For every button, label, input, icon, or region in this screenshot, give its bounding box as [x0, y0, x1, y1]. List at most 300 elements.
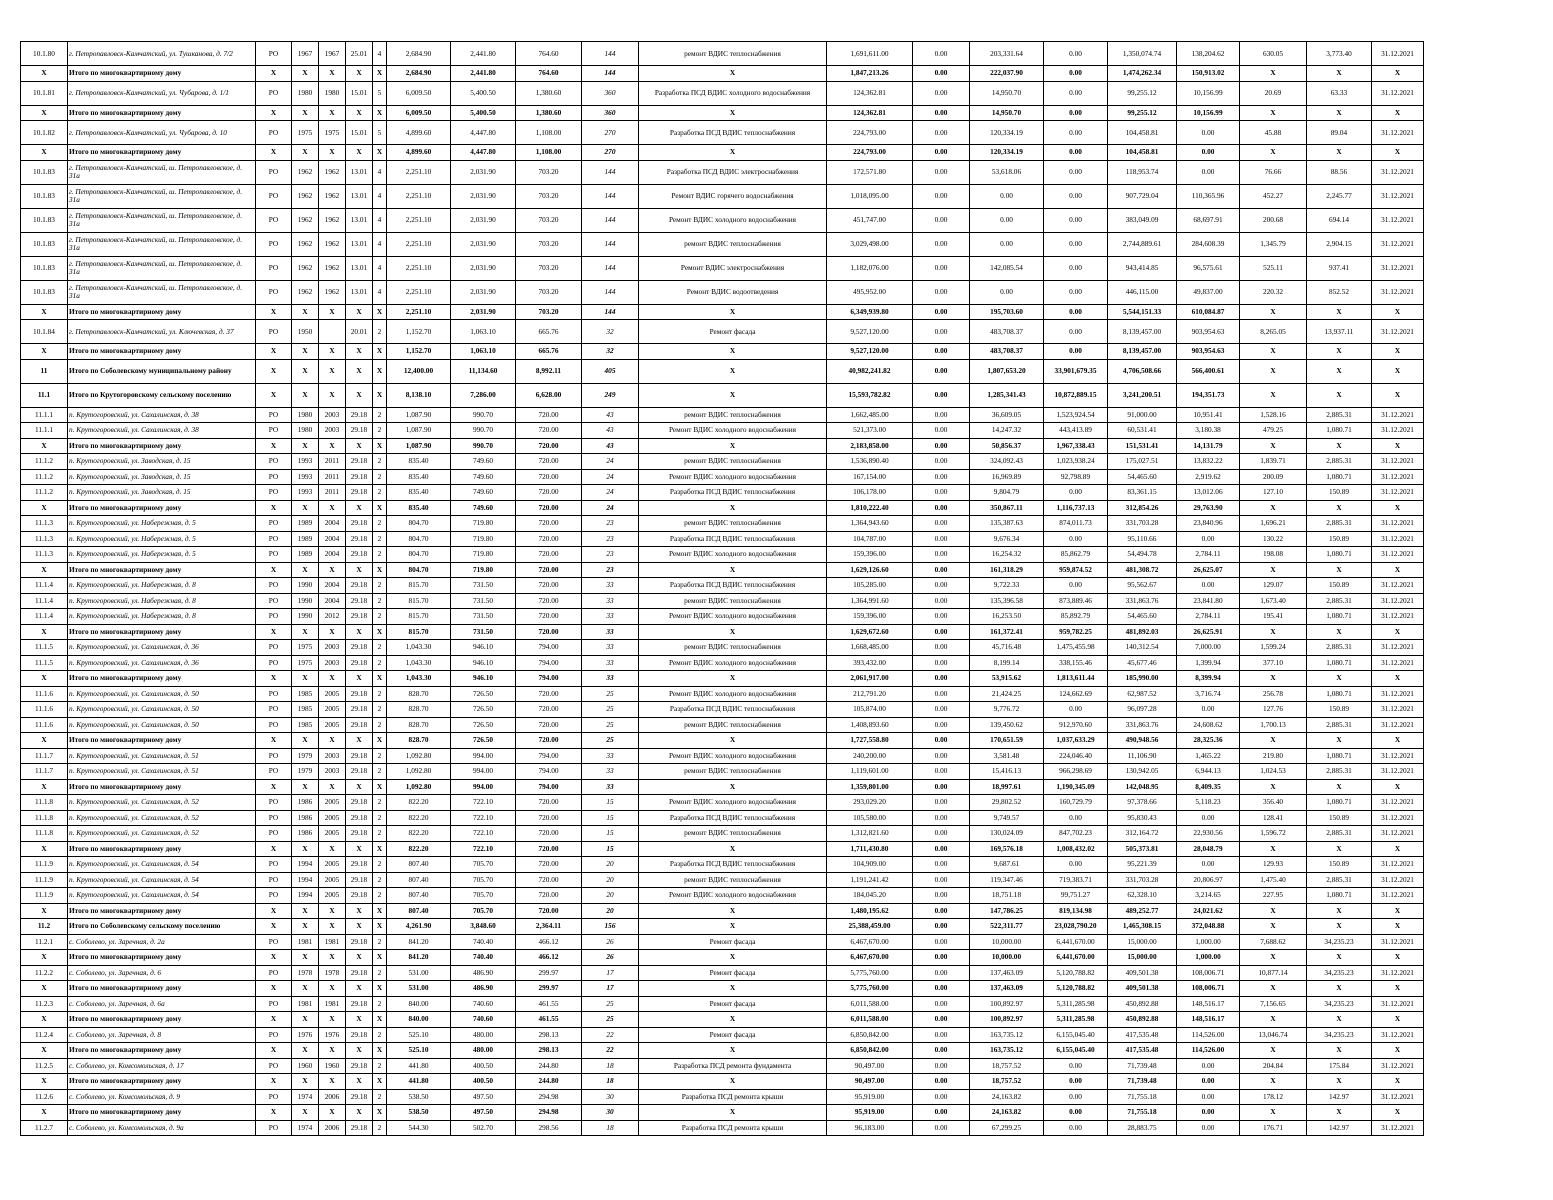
table-cell: ремонт ВДИС теплоснабжения	[639, 42, 827, 66]
table-cell: 11.1.7	[21, 764, 68, 780]
table-cell: X	[373, 1105, 387, 1121]
table-cell: X	[373, 66, 387, 82]
table-cell: 525.10	[387, 1027, 451, 1043]
table-cell: 522,311.77	[970, 919, 1044, 935]
table-cell: 2	[373, 454, 387, 470]
table-cell: РО	[256, 320, 292, 344]
table-cell: 1986	[292, 810, 319, 826]
table-cell: 794.00	[516, 748, 582, 764]
table-cell: 45,677.46	[1108, 655, 1177, 671]
table-cell: 142.97	[1307, 1120, 1372, 1136]
table-cell: X	[346, 981, 373, 997]
table-cell: X	[21, 981, 68, 997]
table-cell: 2,031.90	[451, 256, 516, 280]
table-cell: X	[639, 624, 827, 640]
table-row	[21, 184, 1424, 208]
table-cell: 298.56	[516, 1120, 582, 1136]
table-cell: 194,351.73	[1177, 383, 1240, 407]
table-cell: 2012	[319, 609, 346, 625]
table-cell: 2006	[319, 1089, 346, 1105]
table-cell: 31.12.2021	[1372, 764, 1424, 780]
table-row	[21, 407, 1424, 423]
table-cell: 2	[373, 717, 387, 733]
table-cell: 907,729.04	[1108, 184, 1177, 208]
table-cell: X	[1240, 1043, 1307, 1059]
table-cell: 1,810,222.40	[827, 500, 913, 516]
table-cell: 25	[582, 686, 639, 702]
table-cell: 450,892.88	[1108, 996, 1177, 1012]
table-cell: 828.70	[387, 702, 451, 718]
table-cell: 5,400.50	[451, 81, 516, 105]
table-cell: 20	[582, 857, 639, 873]
table-cell: 170,651.59	[970, 733, 1044, 749]
table-cell: X	[639, 981, 827, 997]
table-cell: X	[292, 733, 319, 749]
table-row	[21, 485, 1424, 501]
table-cell: X	[1240, 733, 1307, 749]
table-cell: 5,118.23	[1177, 795, 1240, 811]
table-cell: 0.00	[913, 81, 970, 105]
table-cell: 703.20	[516, 304, 582, 320]
table-cell: 294.98	[516, 1089, 582, 1105]
table-cell: 0.00	[1044, 121, 1108, 145]
table-cell: 0.00	[913, 1089, 970, 1105]
table-cell: X	[292, 145, 319, 161]
table-cell: 31.12.2021	[1372, 469, 1424, 485]
table-cell: 1,364,991.60	[827, 593, 913, 609]
table-cell: 31.12.2021	[1372, 686, 1424, 702]
table-cell: 0.00	[913, 516, 970, 532]
table-cell: 294.98	[516, 1105, 582, 1121]
table-cell: 740.60	[451, 1012, 516, 1028]
table-cell: X	[346, 562, 373, 578]
table-cell: г. Петропавловск-Камчатский, ш. Петропавловское, д. 31а	[68, 280, 256, 304]
table-cell: X	[256, 145, 292, 161]
table-cell: 1,087.90	[387, 423, 451, 439]
table-cell: X	[346, 438, 373, 454]
table-cell: X	[292, 304, 319, 320]
table-cell: 13.01	[346, 232, 373, 256]
table-cell: 720.00	[516, 733, 582, 749]
table-row	[21, 1120, 1424, 1136]
table-cell: X	[256, 1012, 292, 1028]
table-cell: 1986	[292, 826, 319, 842]
table-cell: 2011	[319, 469, 346, 485]
table-cell: 0.00	[1044, 344, 1108, 360]
table-cell: 1,152.70	[387, 344, 451, 360]
table-cell: 3,180.38	[1177, 423, 1240, 439]
total-row	[21, 562, 1424, 578]
table-cell: 483,708.37	[970, 344, 1044, 360]
table-cell: X	[1240, 981, 1307, 997]
table-cell: 76.66	[1240, 160, 1307, 184]
table-cell: X	[1372, 344, 1424, 360]
table-cell: 0.00	[1177, 1105, 1240, 1121]
table-cell: 0.00	[1044, 702, 1108, 718]
table-cell: 1975	[319, 121, 346, 145]
table-cell: 2	[373, 609, 387, 625]
table-cell: п. Крутогоровский, ул. Сахалинская, д. 54	[68, 857, 256, 873]
table-cell: 1,018,095.00	[827, 184, 913, 208]
table-cell: 195.41	[1240, 609, 1307, 625]
table-cell: X	[1372, 145, 1424, 161]
table-cell: п. Крутогоровский, ул. Сахалинская, д. 52	[68, 826, 256, 842]
table-cell: X	[639, 304, 827, 320]
table-cell: 610,084.87	[1177, 304, 1240, 320]
table-cell: 0.00	[913, 184, 970, 208]
table-cell: 2	[373, 640, 387, 656]
table-cell: Разработка ПСД ВДИС теплоснабжения	[639, 531, 827, 547]
table-cell: 409,501.38	[1108, 965, 1177, 981]
table-cell: 912,970.60	[1044, 717, 1108, 733]
total-row	[21, 671, 1424, 687]
table-cell: 1,668,485.00	[827, 640, 913, 656]
table-cell: 20	[582, 872, 639, 888]
table-cell: X	[1372, 562, 1424, 578]
table-cell: г. Петропавловск-Камчатский, ш. Петропавловское, д. 31а	[68, 160, 256, 184]
table-row	[21, 965, 1424, 981]
total-row	[21, 841, 1424, 857]
table-cell: 497.50	[451, 1089, 516, 1105]
table-cell: РО	[256, 531, 292, 547]
table-cell: п. Крутогоровский, ул. Сахалинская, д. 36	[68, 655, 256, 671]
table-cell: 1967	[319, 42, 346, 66]
table-cell: п. Крутогоровский, ул. Сахалинская, д. 51	[68, 764, 256, 780]
table-row	[21, 996, 1424, 1012]
table-cell: X	[346, 66, 373, 82]
table-cell: 0.00	[913, 609, 970, 625]
table-cell: 130,942.05	[1108, 764, 1177, 780]
table-cell: 31.12.2021	[1372, 748, 1424, 764]
table-cell: X	[1307, 562, 1372, 578]
table-cell: 62,987.52	[1108, 686, 1177, 702]
table-cell: 256.78	[1240, 686, 1307, 702]
table-cell: 841.20	[387, 934, 451, 950]
table-cell: 0.00	[1177, 1074, 1240, 1090]
table-cell: X	[256, 500, 292, 516]
table-cell: 85,862.79	[1044, 547, 1108, 563]
table-cell: 4	[373, 160, 387, 184]
table-cell: 1,043.30	[387, 655, 451, 671]
table-cell: п. Крутогоровский, ул. Сахалинская, д. 52	[68, 795, 256, 811]
table-cell: 29.18	[346, 578, 373, 594]
table-cell: 105,874.00	[827, 702, 913, 718]
table-cell: 852.52	[1307, 280, 1372, 304]
table-cell: 24	[582, 500, 639, 516]
table-cell: 2004	[319, 516, 346, 532]
table-cell: 1962	[319, 160, 346, 184]
table-cell	[319, 320, 346, 344]
table-cell: 1,087.90	[387, 407, 451, 423]
table-cell: 804.70	[387, 562, 451, 578]
table-cell: 1975	[292, 655, 319, 671]
table-cell: 1,629,672.60	[827, 624, 913, 640]
table-cell: X	[256, 438, 292, 454]
table-cell: 1980	[319, 81, 346, 105]
table-cell: 11.1.5	[21, 655, 68, 671]
table-cell: 29.18	[346, 872, 373, 888]
table-cell: 731.50	[451, 593, 516, 609]
table-cell: 0.00	[1044, 208, 1108, 232]
table-cell: 104,909.00	[827, 857, 913, 873]
table-cell: 531.00	[387, 981, 451, 997]
table-cell: X	[292, 1105, 319, 1121]
table-cell: Разработка ПСД ВДИС теплоснабжения	[639, 702, 827, 718]
table-cell: 11.2.6	[21, 1089, 68, 1105]
table-cell: 722.10	[451, 841, 516, 857]
table-cell: 21,424.25	[970, 686, 1044, 702]
table-cell: 124,362.81	[827, 105, 913, 121]
table-cell: X	[1240, 1012, 1307, 1028]
table-cell: 159,396.00	[827, 609, 913, 625]
table-cell: 8,409.35	[1177, 779, 1240, 795]
table-cell: 30	[582, 1089, 639, 1105]
table-cell: X	[1307, 950, 1372, 966]
table-cell: 96,097.28	[1108, 702, 1177, 718]
table-cell: 331,863.76	[1108, 717, 1177, 733]
table-cell: 18,751.18	[970, 888, 1044, 904]
table-cell: 33	[582, 748, 639, 764]
table-cell: 393,432.00	[827, 655, 913, 671]
table-cell: X	[292, 919, 319, 935]
table-cell: 31.12.2021	[1372, 531, 1424, 547]
table-cell: 0.00	[913, 578, 970, 594]
table-cell: 0.00	[913, 593, 970, 609]
table-cell: 195,703.60	[970, 304, 1044, 320]
table-cell: X	[373, 500, 387, 516]
table-cell: 5,120,788.82	[1044, 981, 1108, 997]
table-cell: 13,046.74	[1240, 1027, 1307, 1043]
table-cell: Итого по многоквартирному дому	[68, 981, 256, 997]
table-cell: X	[346, 733, 373, 749]
table-cell: 31.12.2021	[1372, 454, 1424, 470]
table-cell: 24,163.82	[970, 1089, 1044, 1105]
table-cell: 14,950.70	[970, 105, 1044, 121]
table-cell: 11.1.4	[21, 609, 68, 625]
table-cell: X	[639, 1012, 827, 1028]
table-cell: 29.18	[346, 547, 373, 563]
table-cell: 33	[582, 593, 639, 609]
table-cell: X	[21, 903, 68, 919]
table-cell: 1980	[292, 407, 319, 423]
table-cell: 11	[21, 359, 68, 383]
table-cell: 31.12.2021	[1372, 184, 1424, 208]
table-cell: X	[319, 1043, 346, 1059]
table-cell: 45.88	[1240, 121, 1307, 145]
table-cell: 89.04	[1307, 121, 1372, 145]
table-cell: 0.00	[913, 121, 970, 145]
table-cell: 150.89	[1307, 531, 1372, 547]
table-cell: 443,413.89	[1044, 423, 1108, 439]
table-cell: X	[639, 733, 827, 749]
table-cell: X	[1372, 1074, 1424, 1090]
table-cell: 0.00	[913, 919, 970, 935]
table-cell: Итого по многоквартирному дому	[68, 500, 256, 516]
table-cell: 25	[582, 733, 639, 749]
table-cell: X	[292, 624, 319, 640]
table-cell: 1,087.90	[387, 438, 451, 454]
table-cell: X	[256, 1105, 292, 1121]
table-cell: X	[346, 671, 373, 687]
table-cell: 88.56	[1307, 160, 1372, 184]
table-cell: 26,625.91	[1177, 624, 1240, 640]
table-cell: 1993	[292, 469, 319, 485]
table-cell: 224,793.00	[827, 121, 913, 145]
table-cell: 104,458.81	[1108, 121, 1177, 145]
table-cell: X	[1307, 344, 1372, 360]
table-cell: 29,802.52	[970, 795, 1044, 811]
table-cell: 441.80	[387, 1058, 451, 1074]
table-row	[21, 320, 1424, 344]
table-cell: 8,138.10	[387, 383, 451, 407]
table-cell: 6,441,670.00	[1044, 934, 1108, 950]
table-cell: 0.00	[913, 423, 970, 439]
table-cell: 11.2.3	[21, 996, 68, 1012]
table-cell: 119,347.46	[970, 872, 1044, 888]
table-cell: X	[292, 66, 319, 82]
table-cell: 33	[582, 779, 639, 795]
table-cell: 11.1.8	[21, 826, 68, 842]
table-cell: 0.00	[1044, 857, 1108, 873]
table-cell: 11.1.6	[21, 702, 68, 718]
table-cell: 2,031.90	[451, 280, 516, 304]
table-cell: X	[346, 145, 373, 161]
table-cell: 4	[373, 208, 387, 232]
table-cell: Ремонт ВДИС водоотведения	[639, 280, 827, 304]
table-cell: РО	[256, 795, 292, 811]
table-cell: Ремонт ВДИС холодного водоснабжения	[639, 655, 827, 671]
table-cell: 2	[373, 655, 387, 671]
table-cell: 6,011,588.00	[827, 996, 913, 1012]
table-cell: 0.00	[1044, 184, 1108, 208]
table-cell: 6,011,588.00	[827, 1012, 913, 1028]
table-cell: 1975	[292, 640, 319, 656]
table-cell: X	[292, 562, 319, 578]
table-cell: 1,629,126.60	[827, 562, 913, 578]
table-cell: 815.70	[387, 624, 451, 640]
table-cell: 124,662.69	[1044, 686, 1108, 702]
table-cell: 11.1.9	[21, 872, 68, 888]
table-cell: 705.70	[451, 888, 516, 904]
table-cell: 95,110.66	[1108, 531, 1177, 547]
table-row	[21, 640, 1424, 656]
table-cell: 11.1.3	[21, 547, 68, 563]
table-cell: 29.18	[346, 469, 373, 485]
table-cell: 828.70	[387, 686, 451, 702]
table-cell: X	[21, 304, 68, 320]
table-cell: 0.00	[1044, 145, 1108, 161]
table-cell: X	[256, 105, 292, 121]
table-cell: 2	[373, 593, 387, 609]
table-cell: X	[346, 950, 373, 966]
table-cell: X	[639, 903, 827, 919]
table-cell: 36,609.05	[970, 407, 1044, 423]
table-cell: 18,997.61	[970, 779, 1044, 795]
table-cell: 68,697.91	[1177, 208, 1240, 232]
table-cell: 29.18	[346, 888, 373, 904]
table-row	[21, 121, 1424, 145]
table-cell: 2,251.10	[387, 160, 451, 184]
table-cell: 2,441.80	[451, 66, 516, 82]
table-cell: 720.00	[516, 516, 582, 532]
table-cell: 144	[582, 280, 639, 304]
table-cell: 284,608.39	[1177, 232, 1240, 256]
table-cell: X	[319, 145, 346, 161]
table-cell: г. Петропавловск-Камчатский, ш. Петропавловское, д. 31а	[68, 208, 256, 232]
table-cell: 819,134.98	[1044, 903, 1108, 919]
table-cell: X	[21, 145, 68, 161]
table-cell: 5,400.50	[451, 105, 516, 121]
table-cell: п. Крутогоровский, ул. Сахалинская, д. 50	[68, 702, 256, 718]
table-cell: 719.80	[451, 547, 516, 563]
table-cell: 0.00	[913, 733, 970, 749]
table-cell: X	[1307, 733, 1372, 749]
table-cell: 0.00	[913, 1105, 970, 1121]
table-cell: 0.00	[1177, 1058, 1240, 1074]
table-cell: 0.00	[913, 66, 970, 82]
table-cell: 105,285.00	[827, 578, 913, 594]
table-cell: 1981	[319, 996, 346, 1012]
table-cell: 0.00	[1177, 857, 1240, 873]
table-cell: 2	[373, 934, 387, 950]
table-cell: 96,183.00	[827, 1120, 913, 1136]
table-cell: 0.00	[1044, 304, 1108, 320]
table-cell: 4,447.80	[451, 121, 516, 145]
table-cell: РО	[256, 872, 292, 888]
table-cell: 1,037,633.29	[1044, 733, 1108, 749]
table-cell: 731.50	[451, 609, 516, 625]
table-cell: 11.2.5	[21, 1058, 68, 1074]
table-cell: 22,930.56	[1177, 826, 1240, 842]
table-cell: 7,286.00	[451, 383, 516, 407]
table-row	[21, 1058, 1424, 1074]
table-cell: РО	[256, 609, 292, 625]
table-cell: 100,892.97	[970, 1012, 1044, 1028]
table-cell: 224,793.00	[827, 145, 913, 161]
table-cell: X	[373, 383, 387, 407]
table-cell: 60,531.41	[1108, 423, 1177, 439]
table-cell: 156	[582, 919, 639, 935]
table-cell: 720.00	[516, 423, 582, 439]
table-cell: 106,178.00	[827, 485, 913, 501]
table-cell: X	[1240, 950, 1307, 966]
table-cell: РО	[256, 184, 292, 208]
table-cell: 1962	[319, 208, 346, 232]
table-cell: 2,684.90	[387, 66, 451, 82]
table-cell: 53,618.06	[970, 160, 1044, 184]
table-cell: 1962	[292, 256, 319, 280]
table-cell: 1962	[292, 232, 319, 256]
table-cell: РО	[256, 407, 292, 423]
table-cell: 1,380.60	[516, 81, 582, 105]
table-cell: 270	[582, 145, 639, 161]
table-cell: 10.1.83	[21, 160, 68, 184]
table-cell: Разработка ПСД ВДИС холодного водоснабжения	[639, 81, 827, 105]
table-cell: 2,245.77	[1307, 184, 1372, 208]
table-cell: 2	[373, 872, 387, 888]
table-cell: Ремонт ВДИС холодного водоснабжения	[639, 547, 827, 563]
table-cell: РО	[256, 996, 292, 1012]
table-cell: X	[373, 304, 387, 320]
table-cell: 118,953.74	[1108, 160, 1177, 184]
table-cell: X	[1240, 66, 1307, 82]
table-cell: 417,535.48	[1108, 1043, 1177, 1059]
table-cell: 11.1.2	[21, 469, 68, 485]
table-cell: 815.70	[387, 578, 451, 594]
table-cell: 1,023,938.24	[1044, 454, 1108, 470]
table-cell: 71,739.48	[1108, 1074, 1177, 1090]
table-cell: 0.00	[1044, 320, 1108, 344]
